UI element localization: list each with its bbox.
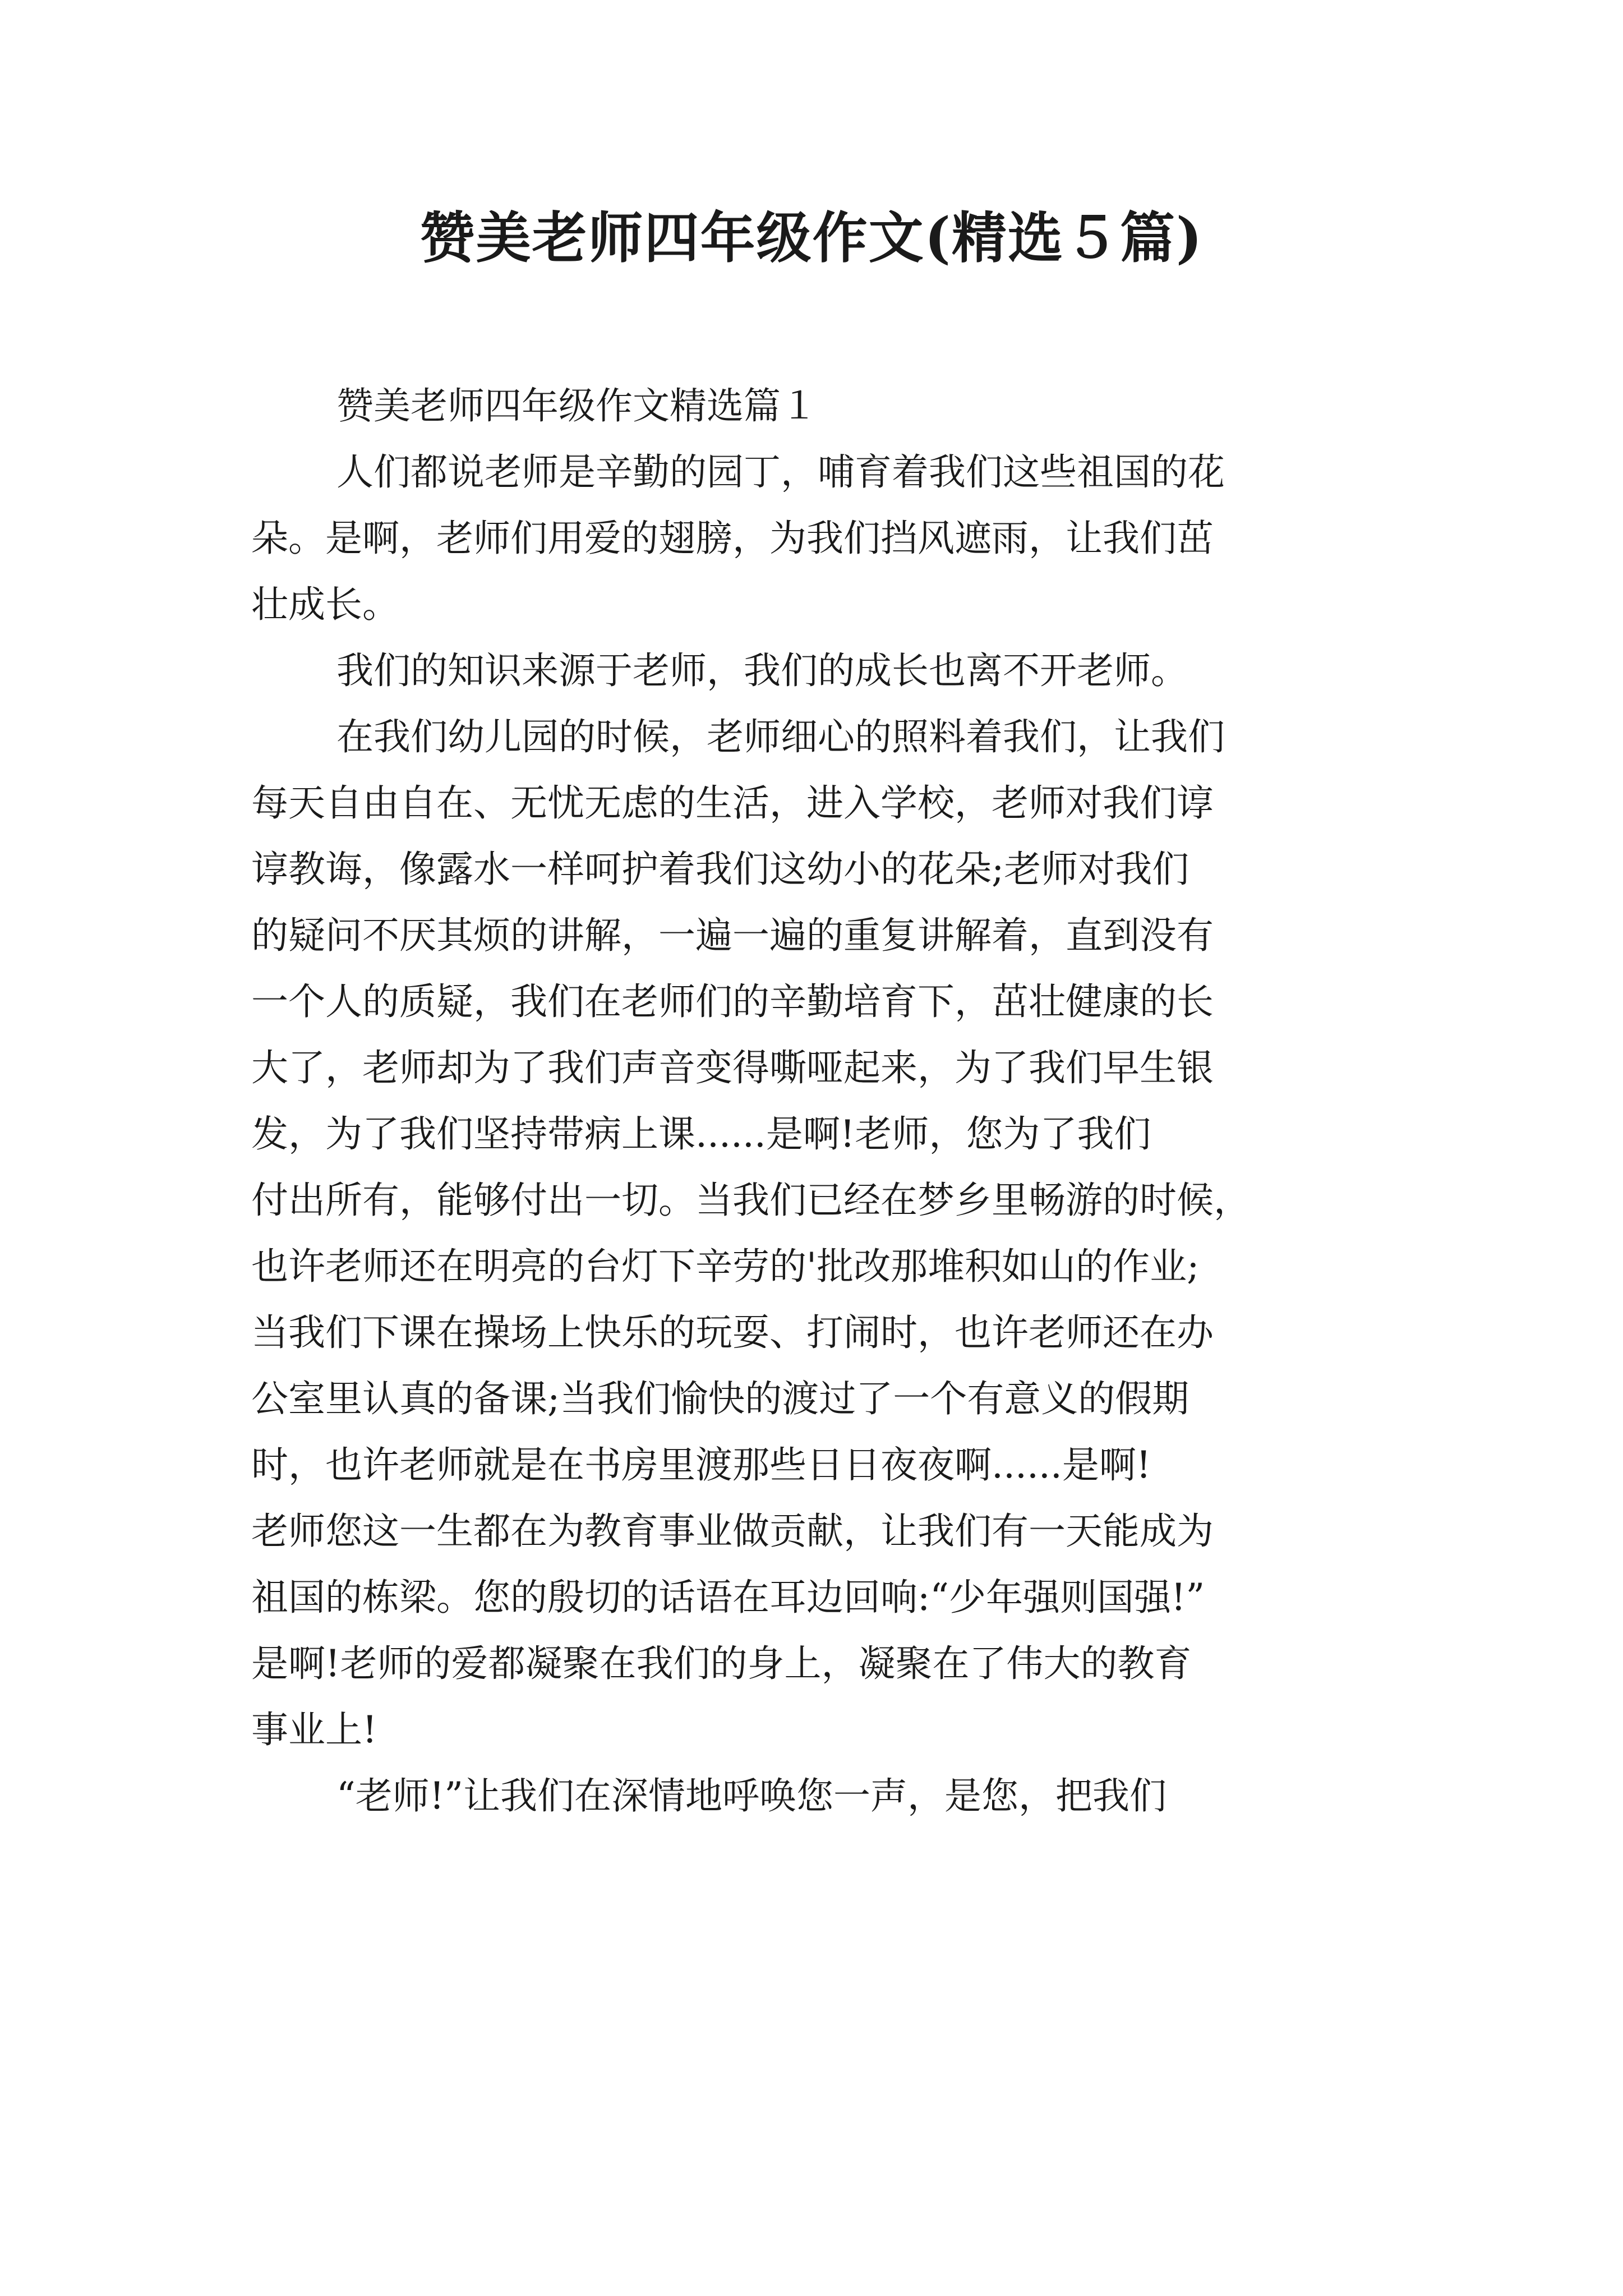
text-line: “老师!”让我们在深情地呼唤您一声，是您，把我们 — [336, 1774, 1167, 1818]
text-line: 壮成长。 — [251, 583, 399, 626]
text-line: 人们都说老师是辛勤的园丁，哺育着我们这些祖国的花 — [336, 450, 1225, 494]
text-line: 事业上! — [251, 1708, 377, 1751]
text-line: 一个人的质疑，我们在老师们的辛勤培育下，茁壮健康的长 — [251, 980, 1214, 1023]
paragraph — [251, 439, 1390, 638]
text-line: 时，也许老师就是在书房里渡那些日日夜夜啊......是啊! — [251, 1443, 1151, 1487]
text-line: 每天自由自在、无忧无虑的生活，进入学校，老师对我们谆 — [251, 781, 1214, 825]
paragraph — [251, 704, 1390, 1763]
text-line: 的疑问不厌其烦的讲解，一遍一遍的重复讲解着，直到没有 — [251, 914, 1214, 957]
text-line: 赞美老师四年级作文精选篇１ — [336, 384, 818, 427]
text-line: 朵。是啊，老师们用爱的翅膀，为我们挡风遮雨，让我们茁 — [251, 517, 1214, 560]
text-line: 在我们幼儿园的时候，老师细心的照料着我们，让我们 — [336, 715, 1225, 758]
text-line: 是啊!老师的爱都凝聚在我们的身上，凝聚在了伟大的教育 — [251, 1642, 1192, 1685]
text-line: 老师您这一生都在为教育事业做贡献，让我们有一天能成为 — [251, 1510, 1214, 1553]
text-line: 我们的知识来源于老师，我们的成长也离不开老师。 — [336, 649, 1188, 692]
text-line: 付出所有，能够付出一切。当我们已经在梦乡里畅游的时候， — [251, 1179, 1251, 1222]
text-line: 发，为了我们坚持带病上课......是啊!老师，您为了我们 — [251, 1112, 1151, 1156]
section-heading — [251, 373, 1390, 439]
paragraph — [251, 1763, 1390, 1829]
document-body — [251, 373, 1390, 1829]
document-title: 赞美老师四年级作文(精选５篇) — [419, 206, 1204, 270]
text-line: 大了，老师却为了我们声音变得嘶哑起来，为了我们早生银 — [251, 1046, 1214, 1089]
text-line: 当我们下课在操场上快乐的玩耍、打闹时，也许老师还在办 — [251, 1311, 1214, 1354]
text-line: 公室里认真的备课;当我们愉快的渡过了一个有意义的假期 — [251, 1377, 1189, 1420]
text-line: 也许老师还在明亮的台灯下辛劳的'批改那堆积如山的作业; — [251, 1245, 1200, 1288]
paragraph — [251, 638, 1390, 704]
text-line: 祖国的栋梁。您的殷切的话语在耳边回响:“少年强则国强!” — [251, 1576, 1205, 1619]
text-line: 谆教诲，像露水一样呵护着我们这幼小的花朵;老师对我们 — [251, 848, 1189, 891]
